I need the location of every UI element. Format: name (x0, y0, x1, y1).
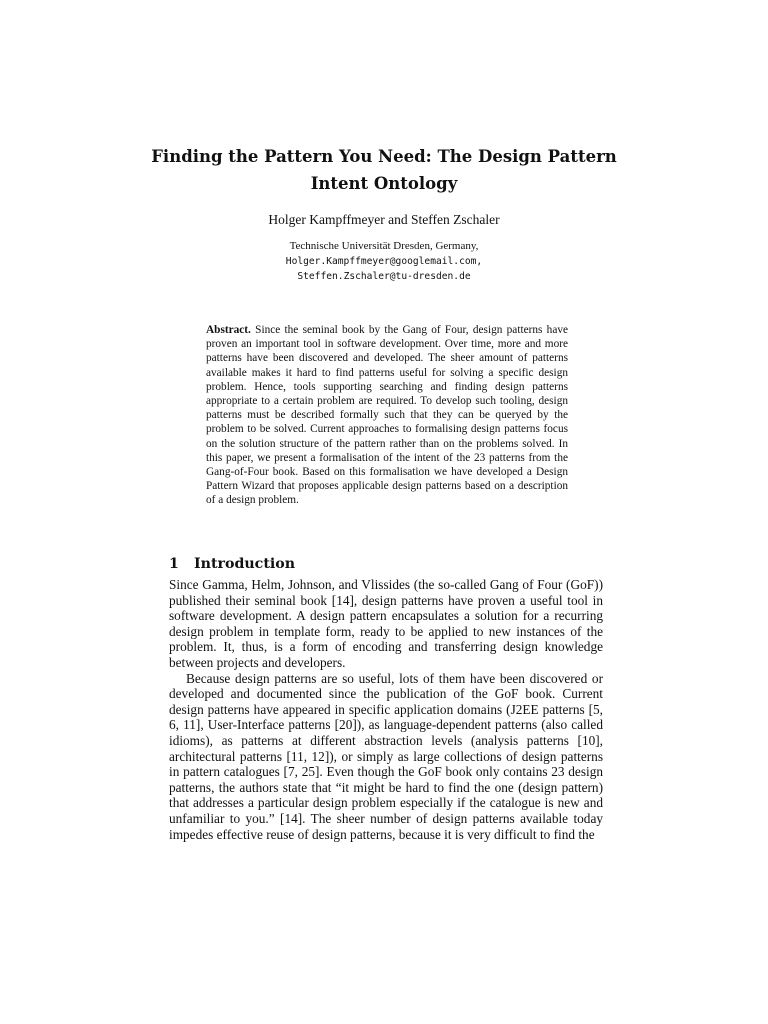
paper-title: Finding the Pattern You Need: The Design Pattern Intent Ontology (151, 147, 617, 193)
section-body (169, 577, 603, 842)
email-secondary: Steffen.Zschaler@tu-dresden.de (297, 271, 471, 282)
paragraph-2: Because design patterns are so useful, lots of them have been discovered or developed and documented since the publication of the GoF book. Current design patterns have appeared in specific application domains (J2EE patterns [5, 6, 11], User-Interface patterns [20]), as language-dependent patterns (also called idioms), as patterns at different abstraction levels (analysis patterns [10], architectural patterns [11, 12]), or simply as large collections of design patterns in pattern catalogues [7, 25]. Even though the GoF book only contains 23 design patterns, the authors state that “it might be hard to find the one (design pattern) that addresses a particular design problem especially if the catalogue is new and unfamiliar to you.” [14]. The sheer number of design patterns available today impedes effective reuse of design patterns, because it is very difficult to find the (169, 670, 603, 842)
email-primary: Holger.Kampffmeyer@googlemail.com, (285, 256, 483, 267)
affiliation-block (140, 239, 628, 284)
affiliation: Technische Universität Dresden, Germany, (289, 240, 479, 252)
section-number: 1 (169, 555, 179, 572)
section-title: Introduction (194, 555, 296, 572)
paragraph-1: Since Gamma, Helm, Johnson, and Vlissides (the so-called Gang of Four (GoF)) published their seminal book [14], design patterns have proven a useful tool in software development. A design pattern encapsulates a solution for a recurring design problem in template form, ready to be applied to new instances of the problem. It, thus, is a form of encoding and transferring design knowledge between projects and developers. (169, 577, 603, 670)
abstract-text: Since the seminal book by the Gang of Four, design patterns have proven an important tool in software development. Over time, more and more patterns have been discovered and developed. The sheer amount of patterns available makes it hard to find patterns useful for solving a specific design problem. Hence, tools supporting searching and finding design patterns appropriate to a certain problem are required. To develop such tooling, design patterns must be described formally such that they can be queryed by the problem to be solved. Current approaches to formalising design patterns focus on the solution structure of the pattern rather than on the problems solved. In this paper, we present a formalisation of the intent of the 23 patterns from the Gang-of-Four book. Based on this formalisation we have developed a Design Pattern Wizard that proposes applicable design patterns based on a description of a design problem. (206, 324, 569, 507)
author-names: Holger Kampffmeyer and Steffen Zschaler (268, 212, 500, 227)
section-heading (169, 554, 609, 574)
abstract (206, 323, 568, 508)
abstract-label: Abstract. (206, 324, 251, 336)
